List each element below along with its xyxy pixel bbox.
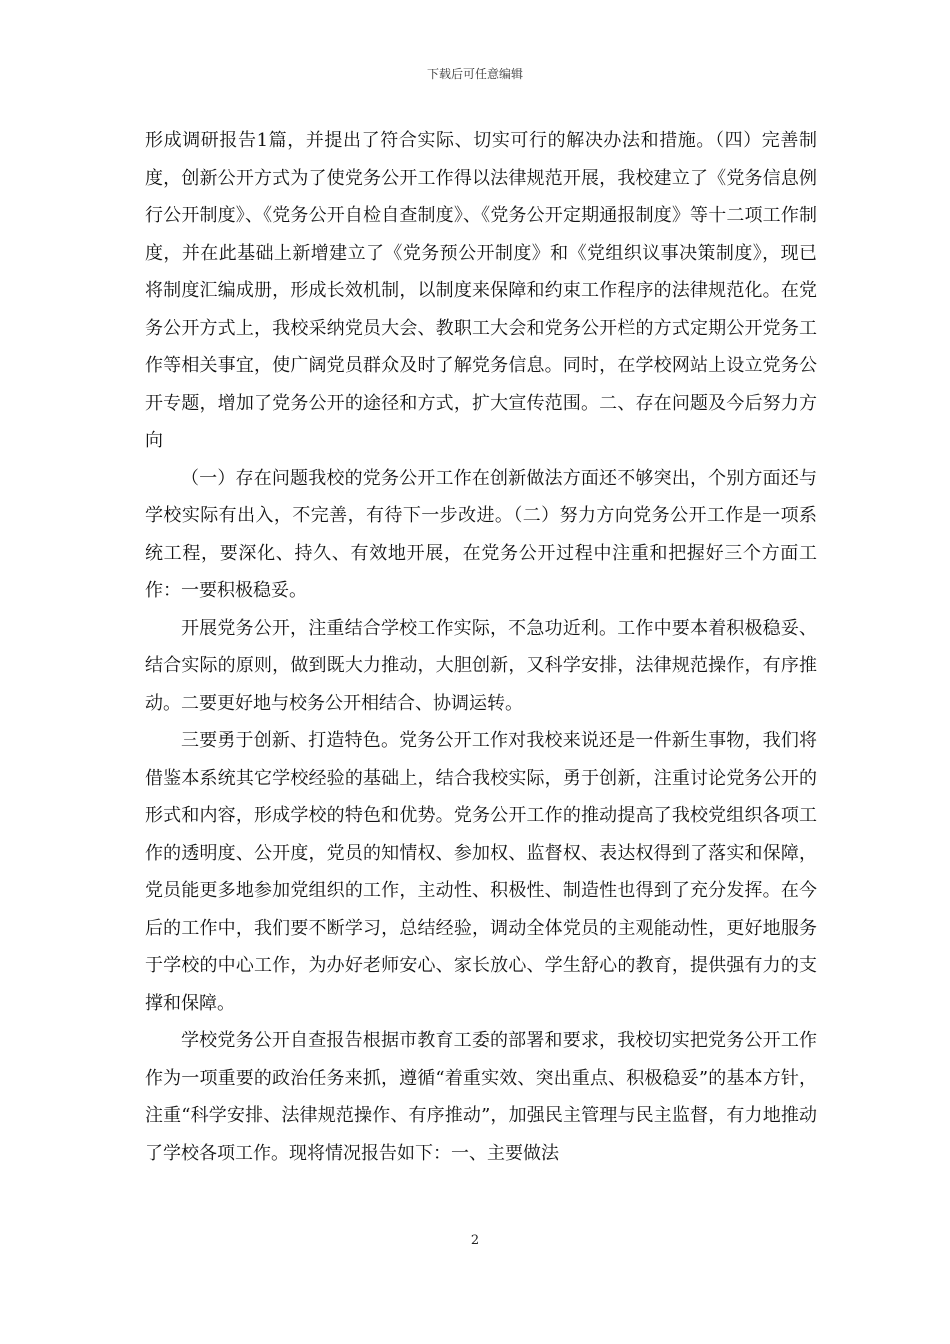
page-number: 2 [470,1233,480,1248]
paragraph-3: 开展党务公开，注重结合学校工作实际，不急功近利。工作中要本着积极稳妥、结合实际的原则，做到既大力推动，大胆创新，又科学安排，法律规范操作，有序推动。二要更好地与校务公开相结合、协调运转。 [145,617,817,714]
paragraph-4: 三要勇于创新、打造特色。党务公开工作对我校来说还是一件新生事物，我们将借鉴本系统其它学校经验的基础上，结合我校实际，勇于创新，注重讨论党务公开的形式和内容，形成学校的特色和优势。党务公开工作的推动提高了我校党组织各项工作的透明度、公开度，党员的知情权、参加权、监督权、表达权得到了落实和保障，党员能更多地参加党组织的工作，主动性、积极性、制造性也得到了充分发挥。在今后的工作中，我们要不断学习，总结经验，调动全体党员的主观能动性，更好地服务于学校的中心工作，为办好老师安心、家长放心、学生舒心的教育，提供强有力的支撑和保障。 [145,730,817,1014]
document-body [145,122,817,1172]
paragraph-1: 形成调研报告1篇，并提出了符合实际、切实可行的解决办法和措施。（四）完善制度，创新公开方式为了使党务公开工作得以法律规范开展，我校建立了《党务信息例行公开制度》、《党务公开自检自查制度》、《党务公开定期通报制度》等十二项工作制度，并在此基础上新增建立了《党务预公开制度》和《党组织议事决策制度》，现已将制度汇编成册，形成长效机制，以制度来保障和约束工作程序的法律规范化。在党务公开方式上，我校采纳党员大会、教职工大会和党务公开栏的方式定期公开党务工作等相关事宜，使广阔党员群众及时了解党务信息。同时，在学校网站上设立党务公开专题，增加了党务公开的途径和方式，扩大宣传范围。二、存在问题及今后努力方向 [145,130,817,451]
page-header: 下载后可任意编辑 [426,67,523,81]
paragraph-2: （一）存在问题我校的党务公开工作在创新做法方面还不够突出，个别方面还与学校实际有出入，不完善，有待下一步改进。（二）努力方向党务公开工作是一项系统工程，要深化、持久、有效地开展，在党务公开过程中注重和把握好三个方面工作：一要积极稳妥。 [145,467,817,601]
paragraph-5: 学校党务公开自查报告根据市教育工委的部署和要求，我校切实把党务公开工作作为一项重要的政治任务来抓，遵循“着重实效、突出重点、积极稳妥”的基本方针，注重“科学安排、法律规范操作、有序推动”，加强民主管理与民主监督，有力地推动了学校各项工作。现将情况报告如下：一、主要做法 [145,1030,817,1164]
